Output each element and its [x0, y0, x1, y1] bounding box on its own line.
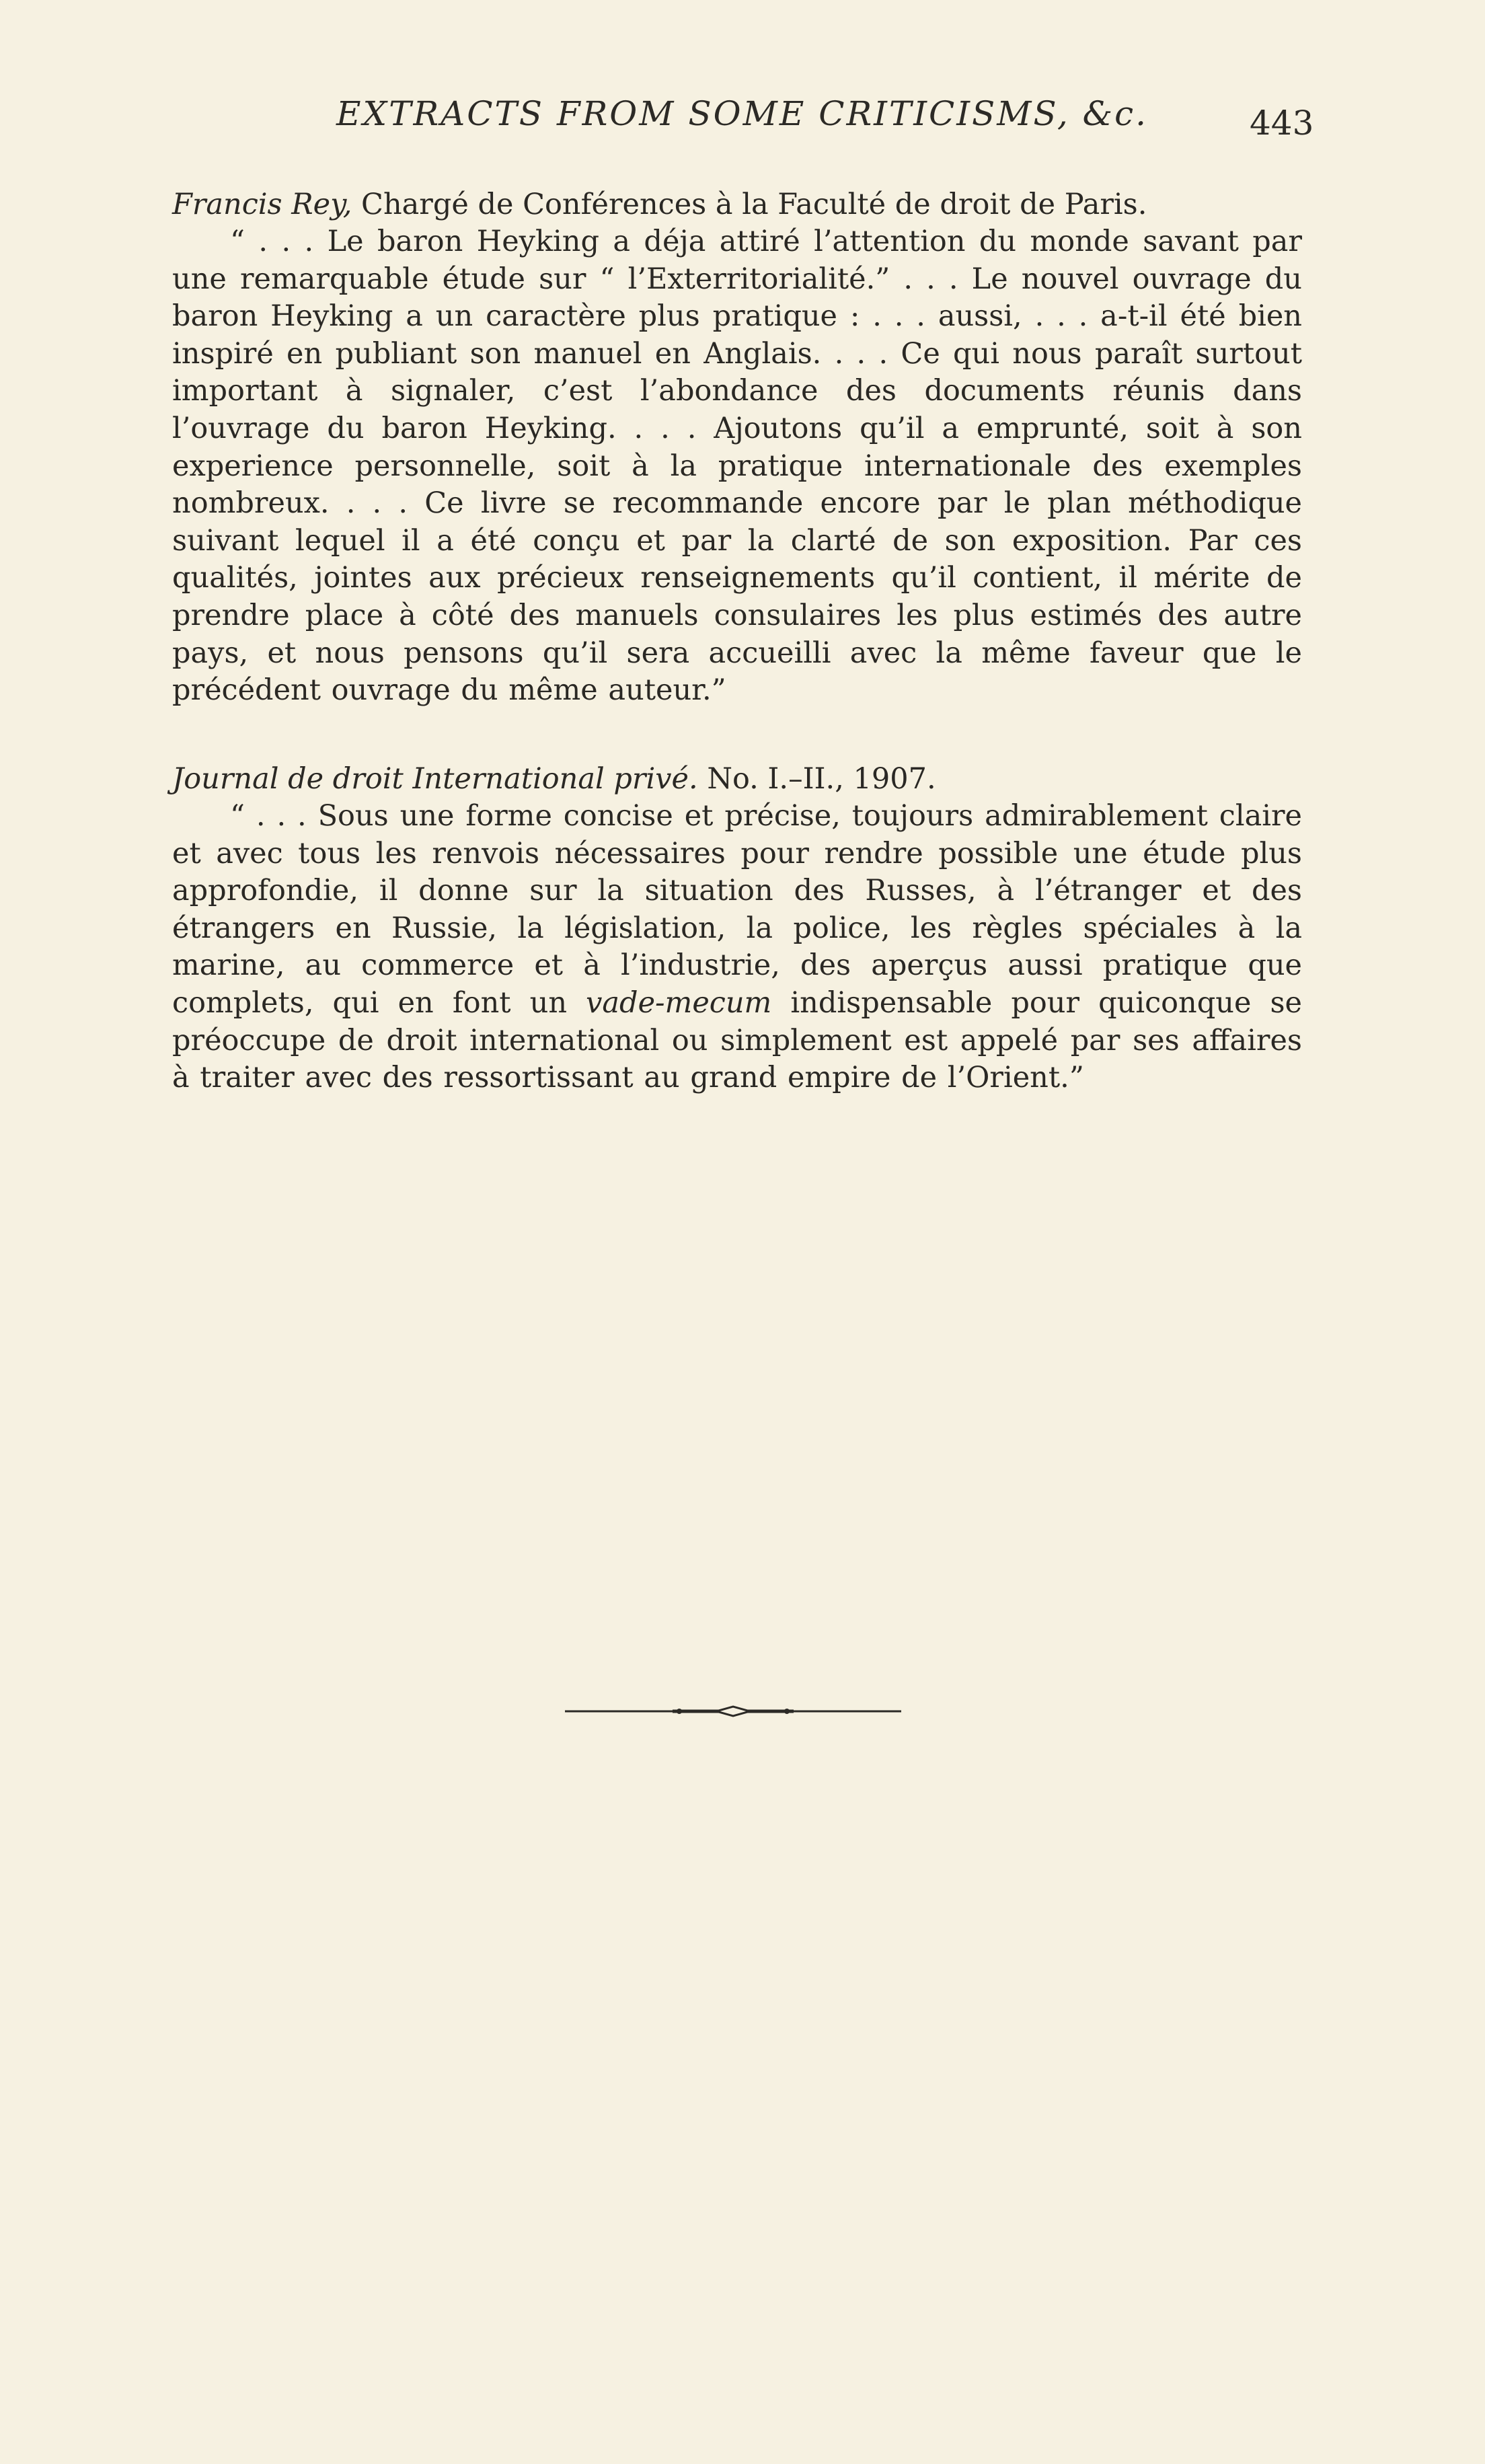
source-author: Francis Rey,	[172, 188, 352, 221]
running-title: EXTRACTS FROM SOME CRITICISMS, &c.	[336, 94, 1149, 133]
source-attribution	[172, 760, 1302, 798]
criticism-entry-journal	[172, 760, 1302, 1097]
quote-text: indispensable pour quiconque se préoccupe de droit international ou simplement est appelé par ses affaires à traiter avec des ressortissant au grand empire de l’Orient.”	[172, 985, 1302, 1095]
source-title: Chargé de Conférences à la Faculté de droit de Paris.	[352, 188, 1147, 221]
source-journal: Journal de droit International privé.	[172, 762, 698, 796]
source-attribution	[172, 186, 1302, 223]
criticism-quote	[172, 798, 1302, 1097]
tailpiece-rule-ornament-icon	[565, 1703, 901, 1719]
criticism-quote: “ . . . Le baron Heyking a déja attiré l’attention du monde savant par une remarquable étude sur “ l’Exterritorialité.” . . . Le nouvel ouvrage du baron Heyking a un caractère plus pratique : . . . aussi, . . . a-t-il été bien inspiré en publiant son manuel en Anglais. . . . Ce qui nous paraît surtout important à signaler, c’est l’abondance des documents réunis dans l’ouvrage du baron Heyking. . . . Ajoutons qu’il a emprunté, soit à son experience personnelle, soit à la pratique internationale des exemples nombreux. . . . Ce livre se recommande encore par le plan méthodique suivant lequel il a été conçu et par la clarté de son exposition. Par ces qualités, jointes aux précieux renseignements qu’il contient, il mérite de prendre place à côté des manuels consulaires les plus estimés des autre pays, et nous pensons qu’il sera accueilli avec la même faveur que le précédent ouvrage du même auteur.”	[172, 225, 1302, 708]
source-issue: No. I.–II., 1907.	[697, 762, 936, 796]
page-number: 443	[1250, 104, 1314, 143]
quote-italic-term: vade-mecum	[586, 985, 772, 1020]
quote-text: “ . . . Sous une forme concise et précise, toujours admirablement claire et avec tous les renvois nécessaires pour rendre possible une étude plus approfondie, il donne sur la situation des Russes, à l’étranger et des étrangers en Russie, la législation, la police, les règles spéciales à la marine, au commerce et à l’industrie, des aperçus aussi pratique que complets, qui en font un	[172, 799, 1302, 1020]
criticism-entry-rey	[172, 186, 1302, 710]
